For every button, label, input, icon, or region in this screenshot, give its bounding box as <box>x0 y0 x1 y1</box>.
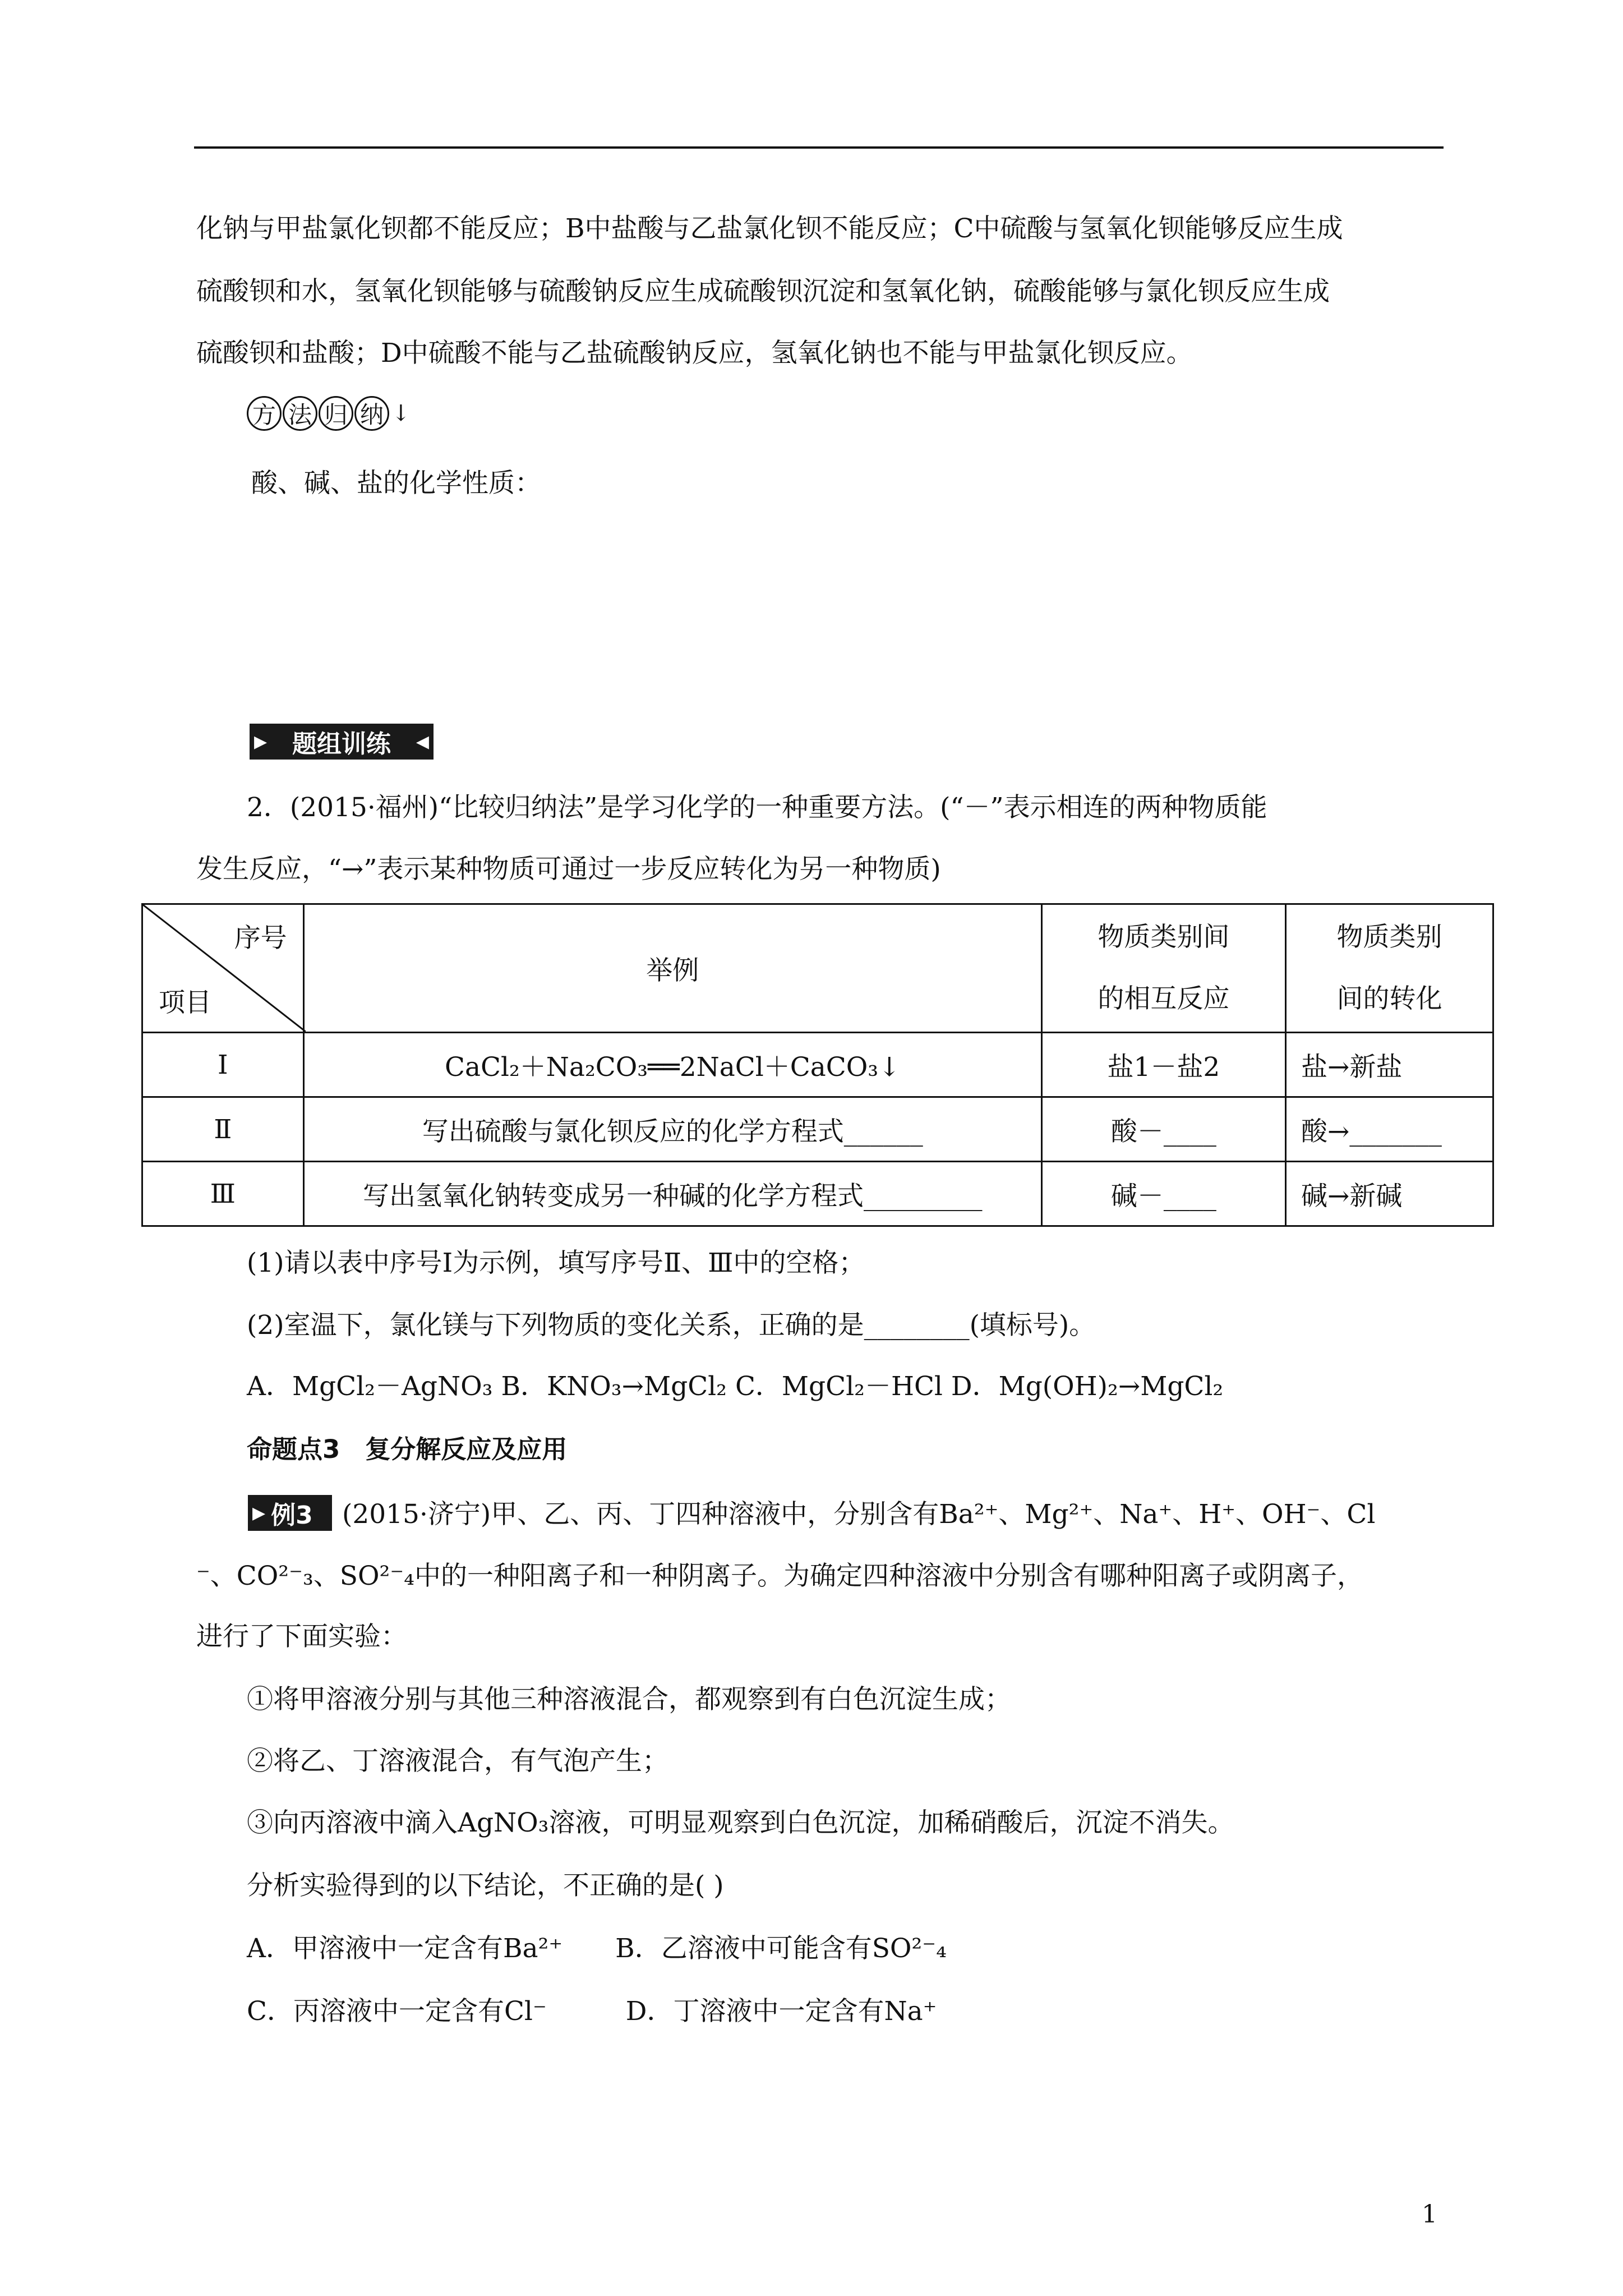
cell-example: CaCl₂＋Na₂CO₃══2NaCl＋CaCO₃↓ <box>303 1033 1041 1097</box>
cell-reaction: 盐1－盐2 <box>1041 1033 1285 1097</box>
method-summary-heading <box>247 396 411 431</box>
header-reaction-line1: 物质类别间 <box>1098 922 1230 953</box>
body-line-4: 酸、碱、盐的化学性质： <box>251 468 541 499</box>
diag-header-top: 序号 <box>234 923 287 954</box>
example3-options-cd: C．丙溶液中一定含有Cl⁻ D．丁溶液中一定含有Na⁺ <box>247 1996 937 2027</box>
q2-part2: (2)室温下，氯化镁与下列物质的变化关系，正确的是________(填标号)。 <box>247 1310 1096 1341</box>
cell-example: 写出氢氧化钠转变成另一种碱的化学方程式_________ <box>303 1162 1041 1226</box>
cell-example: 写出硫酸与氯化钡反应的化学方程式______ <box>303 1097 1041 1162</box>
example3-line-3: 进行了下面实验： <box>196 1621 407 1652</box>
table-row <box>142 1162 1493 1226</box>
circled-char: 法 <box>283 396 317 431</box>
cell-conversion: 酸→_______ <box>1286 1097 1493 1162</box>
cell-reaction: 酸－____ <box>1041 1097 1285 1162</box>
header-reaction-line2: 的相互反应 <box>1098 983 1230 1014</box>
question2-line-1: 2．(2015·福州)“比较归纳法”是学习化学的一种重要方法。(“－”表示相连的两种物质能 <box>247 792 1267 823</box>
table-row <box>142 1033 1493 1097</box>
cell-no: Ⅲ <box>142 1162 304 1226</box>
example3-label: 例3 <box>271 1501 313 1530</box>
example3-tag <box>248 1495 332 1531</box>
cell-reaction: 碱－____ <box>1041 1162 1285 1226</box>
example3-line-1: (2015·济宁)甲、乙、丙、丁四种溶液中，分别含有Ba²⁺、Mg²⁺、Na⁺、H⁺、OH⁻、Cl <box>342 1499 1376 1530</box>
q2-part1: (1)请以表中序号Ⅰ为示例，填写序号Ⅱ、Ⅲ中的空格； <box>247 1248 865 1278</box>
example3-question: 分析实验得到的以下结论，不正确的是( ) <box>247 1870 724 1901</box>
cell-conversion: 碱→新碱 <box>1286 1162 1493 1226</box>
example3-step-1: ①将甲溶液分别与其他三种溶液混合，都观察到有白色沉淀生成； <box>247 1684 1011 1715</box>
body-line-2: 硫酸钡和水，氢氧化钡能够与硫酸钠反应生成硫酸钡沉淀和氢氧化钠，硫酸能够与氯化钡反应生成 <box>196 276 1330 307</box>
header-reaction <box>1041 904 1285 1033</box>
header-rule <box>194 146 1444 149</box>
cell-conversion: 盐→新盐 <box>1286 1033 1493 1097</box>
example3-step-3: ③向丙溶液中滴入AgNO₃溶液，可明显观察到白色沉淀，加稀硝酸后，沉淀不消失。 <box>247 1807 1234 1838</box>
body-line-1: 化钠与甲盐氯化钡都不能反应；B中盐酸与乙盐氯化钡不能反应；C中硫酸与氢氧化钡能够反应生成 <box>196 213 1343 244</box>
example3-step-2: ②将乙、丁溶液混合，有气泡产生； <box>247 1746 668 1777</box>
cell-no: Ⅰ <box>142 1033 304 1097</box>
triangle-right-icon: ▶ <box>252 1503 266 1523</box>
page-number: 1 <box>1422 2200 1437 2229</box>
header-example: 举例 <box>303 904 1041 1033</box>
circled-char: 方 <box>247 396 282 431</box>
triangle-right-icon: ▶ <box>254 731 268 752</box>
diagonal-header-cell <box>142 904 304 1033</box>
exercise-group-tag <box>250 724 434 760</box>
body-line-3: 硫酸钡和盐酸；D中硫酸不能与乙盐硫酸钠反应，氢氧化钠也不能与甲盐氯化钡反应。 <box>196 338 1193 369</box>
header-conversion-line1: 物质类别 <box>1336 922 1442 953</box>
down-arrow-icon: ↓ <box>391 401 411 426</box>
question2-line-2: 发生反应，“→”表示某种物质可通过一步反应转化为另一种物质) <box>196 854 941 885</box>
diag-header-bottom: 项目 <box>159 987 211 1018</box>
example3-options-ab: A．甲溶液中一定含有Ba²⁺ B．乙溶液中可能含有SO²⁻₄ <box>247 1933 947 1964</box>
header-conversion <box>1286 904 1493 1033</box>
circled-char: 纳 <box>354 396 389 431</box>
example3-line-2: ⁻、CO²⁻₃、SO²⁻₄中的一种阳离子和一种阴离子。为确定四种溶液中分别含有哪种阳离子或阴离子， <box>196 1561 1364 1591</box>
header-conversion-line2: 间的转化 <box>1336 983 1442 1014</box>
section-title: 命题点3 复分解反应及应用 <box>247 1434 568 1464</box>
exercise-group-label: 题组训练 <box>292 730 391 758</box>
cell-no: Ⅱ <box>142 1097 304 1162</box>
comparison-table <box>141 903 1494 1227</box>
table-row <box>142 1097 1493 1162</box>
circled-char: 归 <box>319 396 353 431</box>
triangle-left-icon: ◀ <box>416 731 429 752</box>
q2-options: A．MgCl₂－AgNO₃ B．KNO₃→MgCl₂ C．MgCl₂－HCl D．Mg(OH)₂→MgCl₂ <box>247 1371 1224 1402</box>
